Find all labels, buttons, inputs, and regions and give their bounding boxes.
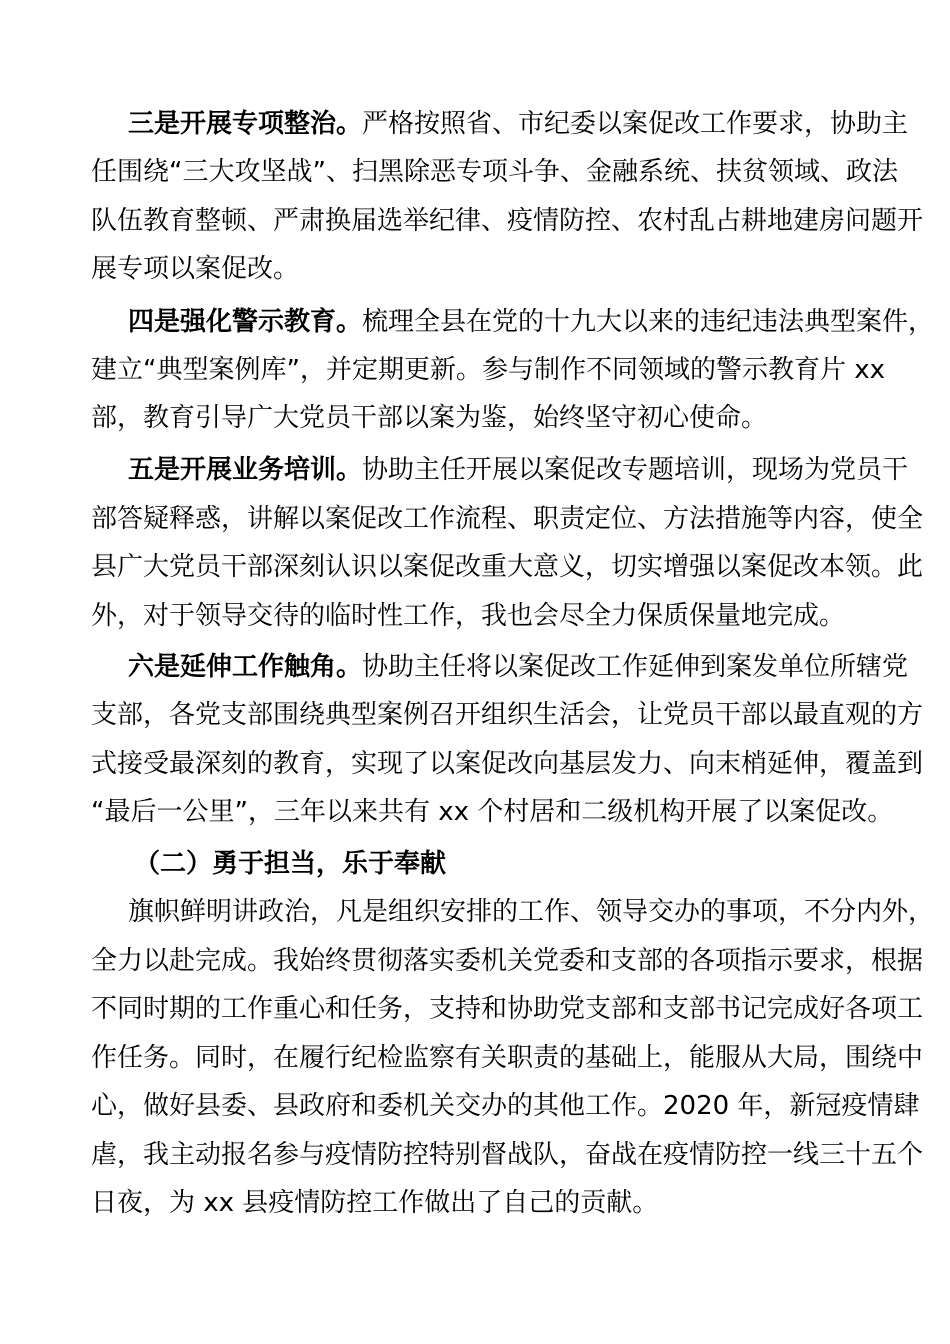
paragraph-line: 部，教育引导广大党员干部以案为鉴，始终坚守初心使命。: [91, 403, 768, 433]
body-line: 全力以赴完成。我始终贯彻落实委机关党委和支部的各项指示要求，根据: [91, 946, 924, 976]
paragraph-line: [128, 452, 909, 488]
paragraph-line: [128, 649, 909, 685]
paragraph-text: 梳理全县在党的十九大以来的违纪违法典型案件，: [362, 307, 935, 337]
paragraph-line: 任围绕“三大攻坚战”、扫黑除恶专项斗争、金融系统、扶贫领域、政法: [91, 157, 898, 187]
section-heading: （二）勇于担当，乐于奉献: [134, 849, 447, 879]
paragraph-lead: 四是强化警示教育。: [128, 307, 363, 337]
paragraph-line: 建立“典型案例库”，并定期更新。参与制作不同领域的警示教育片 xx: [91, 355, 885, 385]
paragraph-line: 队伍教育整顿、严肃换届选举纪律、疫情防控、农村乱占耕地建房问题开: [91, 206, 924, 236]
paragraph-line: 外，对于领导交待的临时性工作，我也会尽全力保质保量地完成。: [91, 601, 846, 631]
paragraph-line: 支部，各党支部围绕典型案例召开组织生活会，让党员干部以最直观的方: [91, 700, 924, 730]
body-line: 心，做好县委、县政府和委机关交办的其他工作。2020 年，新冠疫情肆: [91, 1091, 920, 1121]
paragraph-line: “最后一公里”，三年以来共有 xx 个村居和二级机构开展了以案促改。: [91, 797, 894, 827]
paragraph-text: 协助主任开展以案促改专题培训，现场为党员干: [362, 455, 909, 485]
paragraph-line: 部答疑释惑，讲解以案促改工作流程、职责定位、方法措施等内容，使全: [91, 504, 924, 534]
paragraph-line: 式接受最深刻的教育，实现了以案促改向基层发力、向末梢延伸，覆盖到: [91, 749, 924, 779]
body-line: 作任务。同时，在履行纪检监察有关职责的基础上，能服从大局，围绕中: [91, 1043, 924, 1073]
body-line: 日夜，为 xx 县疫情防控工作做出了自己的贡献。: [91, 1188, 659, 1218]
paragraph-lead: 五是开展业务培训。: [128, 455, 363, 485]
paragraph-text: 协助主任将以案促改工作延伸到案发单位所辖党: [362, 652, 909, 682]
paragraph-lead: 三是开展专项整治。: [128, 109, 363, 139]
paragraph-text: 严格按照省、市纪委以案促改工作要求，协助主: [362, 109, 909, 139]
body-line: 虐，我主动报名参与疫情防控特别督战队，奋战在疫情防控一线三十五个: [91, 1140, 924, 1170]
body-line: 不同时期的工作重心和任务，支持和协助党支部和支部书记完成好各项工: [91, 994, 924, 1024]
paragraph-line: 县广大党员干部深刻认识以案促改重大意义，切实增强以案促改本领。此: [91, 552, 924, 582]
body-line: 旗帜鲜明讲政治，凡是组织安排的工作、领导交办的事项，不分内外，: [128, 897, 935, 927]
paragraph-line: [128, 304, 935, 340]
paragraph-lead: 六是延伸工作触角。: [128, 652, 363, 682]
paragraph-line: [128, 106, 909, 142]
paragraph-line: 展专项以案促改。: [91, 254, 300, 284]
